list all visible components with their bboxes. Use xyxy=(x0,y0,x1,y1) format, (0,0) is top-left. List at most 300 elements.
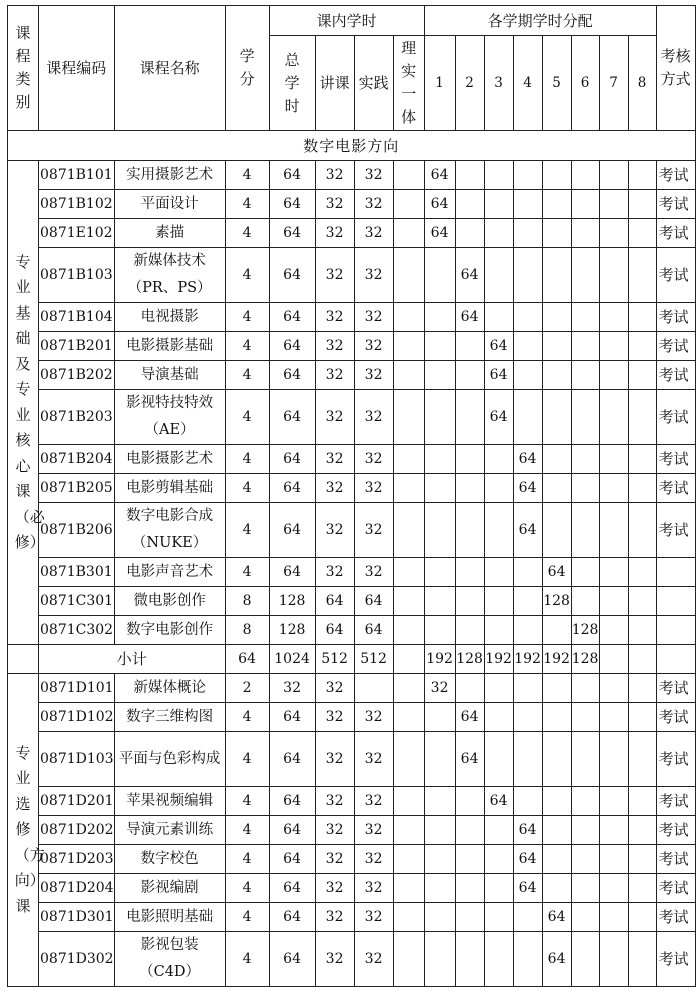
course-credits: 4 xyxy=(225,932,269,987)
course-semester-8 xyxy=(628,903,656,932)
table-row xyxy=(8,703,696,732)
course-practice: 32 xyxy=(354,219,393,248)
course-semester-6 xyxy=(571,932,599,987)
table-row xyxy=(8,874,696,903)
course-integrated xyxy=(393,816,424,845)
course-practice: 32 xyxy=(354,361,393,390)
course-integrated xyxy=(393,161,424,190)
subtotal-semester-2: 128 xyxy=(455,645,484,674)
table-body xyxy=(8,6,696,987)
course-name: 电影摄影艺术 xyxy=(114,445,225,474)
course-practice: 32 xyxy=(354,390,393,445)
course-semester-6 xyxy=(571,474,599,503)
subtotal-row xyxy=(8,645,696,674)
course-semester-4 xyxy=(513,390,542,445)
course-semester-5 xyxy=(542,390,571,445)
course-assessment xyxy=(656,616,695,645)
course-name: 导演元素训练 xyxy=(114,816,225,845)
course-semester-4: 64 xyxy=(513,816,542,845)
course-semester-6 xyxy=(571,674,599,703)
course-total: 64 xyxy=(269,732,315,787)
course-semester-4 xyxy=(513,303,542,332)
course-credits: 4 xyxy=(225,390,269,445)
course-credits: 8 xyxy=(225,616,269,645)
course-semester-8 xyxy=(628,674,656,703)
course-semester-7 xyxy=(599,787,628,816)
course-lecture: 32 xyxy=(315,703,354,732)
course-credits: 4 xyxy=(225,903,269,932)
course-practice: 32 xyxy=(354,190,393,219)
course-semester-3: 64 xyxy=(484,787,513,816)
course-semester-2 xyxy=(455,332,484,361)
course-semester-6 xyxy=(571,161,599,190)
course-semester-8 xyxy=(628,219,656,248)
course-semester-1 xyxy=(424,816,455,845)
subtotal-label: 小计 xyxy=(39,645,226,674)
category-label: 专业基础及专业核心课（必修） xyxy=(14,252,45,551)
course-total: 64 xyxy=(269,932,315,987)
course-name: 影视编剧 xyxy=(114,874,225,903)
table-row xyxy=(8,248,696,303)
course-semester-7 xyxy=(599,845,628,874)
course-semester-8 xyxy=(628,445,656,474)
course-total: 64 xyxy=(269,361,315,390)
course-integrated xyxy=(393,503,424,558)
course-assessment: 考试 xyxy=(656,703,695,732)
course-assessment: 考试 xyxy=(656,787,695,816)
course-semester-1 xyxy=(424,587,455,616)
course-semester-8 xyxy=(628,190,656,219)
course-semester-8 xyxy=(628,816,656,845)
course-total: 64 xyxy=(269,474,315,503)
course-semester-7 xyxy=(599,903,628,932)
course-integrated xyxy=(393,445,424,474)
course-semester-4 xyxy=(513,332,542,361)
course-credits: 4 xyxy=(225,361,269,390)
course-semester-2 xyxy=(455,787,484,816)
course-lecture: 32 xyxy=(315,558,354,587)
course-credits: 4 xyxy=(225,787,269,816)
course-assessment: 考试 xyxy=(656,816,695,845)
course-assessment: 考试 xyxy=(656,474,695,503)
course-semester-1: 64 xyxy=(424,190,455,219)
header-credits: 学分 xyxy=(225,6,269,131)
subtotal-semester-7 xyxy=(599,645,628,674)
course-integrated xyxy=(393,732,424,787)
course-integrated xyxy=(393,674,424,703)
subtotal-spacer xyxy=(8,645,39,674)
course-total: 64 xyxy=(269,558,315,587)
course-assessment: 考试 xyxy=(656,503,695,558)
header-practice: 实践 xyxy=(354,36,393,131)
course-semester-7 xyxy=(599,219,628,248)
subtotal-semester-3: 192 xyxy=(484,645,513,674)
course-semester-4 xyxy=(513,190,542,219)
course-credits: 4 xyxy=(225,474,269,503)
course-lecture: 32 xyxy=(315,903,354,932)
course-total: 64 xyxy=(269,703,315,732)
course-semester-7 xyxy=(599,190,628,219)
course-practice: 32 xyxy=(354,445,393,474)
course-name: 微电影创作 xyxy=(114,587,225,616)
course-code: 0871E102 xyxy=(39,219,115,248)
course-semester-2 xyxy=(455,674,484,703)
course-code: 0871B205 xyxy=(39,474,115,503)
course-lecture: 32 xyxy=(315,874,354,903)
course-semester-1: 64 xyxy=(424,161,455,190)
course-practice: 32 xyxy=(354,932,393,987)
table-row xyxy=(8,932,696,987)
course-integrated xyxy=(393,390,424,445)
subtotal-semester-1: 192 xyxy=(424,645,455,674)
header-row-1 xyxy=(8,6,696,36)
course-semester-4 xyxy=(513,787,542,816)
course-semester-1 xyxy=(424,558,455,587)
course-semester-8 xyxy=(628,587,656,616)
course-total: 64 xyxy=(269,874,315,903)
course-semester-5: 64 xyxy=(542,903,571,932)
course-semester-7 xyxy=(599,703,628,732)
course-assessment: 考试 xyxy=(656,303,695,332)
course-total: 128 xyxy=(269,587,315,616)
course-integrated xyxy=(393,219,424,248)
course-assessment: 考试 xyxy=(656,390,695,445)
course-semester-1: 64 xyxy=(424,219,455,248)
course-semester-2 xyxy=(455,190,484,219)
course-name: 电影摄影基础 xyxy=(114,332,225,361)
course-semester-6 xyxy=(571,816,599,845)
course-assessment: 考试 xyxy=(656,219,695,248)
course-semester-6 xyxy=(571,445,599,474)
course-assessment xyxy=(656,558,695,587)
course-semester-1 xyxy=(424,332,455,361)
course-practice: 64 xyxy=(354,587,393,616)
course-semester-8 xyxy=(628,703,656,732)
table-row xyxy=(8,219,696,248)
course-semester-3 xyxy=(484,616,513,645)
course-semester-5 xyxy=(542,161,571,190)
course-semester-7 xyxy=(599,303,628,332)
course-name: 素描 xyxy=(114,219,225,248)
course-credits: 4 xyxy=(225,303,269,332)
course-semester-8 xyxy=(628,474,656,503)
course-semester-4 xyxy=(513,674,542,703)
category-cell xyxy=(8,674,45,987)
course-semester-4: 64 xyxy=(513,503,542,558)
course-semester-6 xyxy=(571,332,599,361)
course-semester-8 xyxy=(628,390,656,445)
course-semester-2 xyxy=(455,445,484,474)
course-semester-7 xyxy=(599,248,628,303)
course-integrated xyxy=(393,303,424,332)
course-semester-1 xyxy=(424,445,455,474)
course-semester-5 xyxy=(542,703,571,732)
course-credits: 8 xyxy=(225,587,269,616)
table-row xyxy=(8,190,696,219)
course-assessment: 考试 xyxy=(656,732,695,787)
course-semester-3 xyxy=(484,248,513,303)
course-credits: 4 xyxy=(225,874,269,903)
course-semester-4 xyxy=(513,361,542,390)
course-total: 64 xyxy=(269,332,315,361)
course-lecture: 32 xyxy=(315,161,354,190)
course-credits: 4 xyxy=(225,845,269,874)
subtotal-semester-5: 192 xyxy=(542,645,571,674)
course-semester-7 xyxy=(599,161,628,190)
course-semester-4 xyxy=(513,587,542,616)
course-name: 实用摄影艺术 xyxy=(114,161,225,190)
course-integrated xyxy=(393,616,424,645)
course-semester-5 xyxy=(542,503,571,558)
course-semester-2 xyxy=(455,161,484,190)
subtotal-semester-6: 128 xyxy=(571,645,599,674)
course-practice: 32 xyxy=(354,787,393,816)
header-semester-6: 6 xyxy=(571,36,599,131)
course-name: 电影照明基础 xyxy=(114,903,225,932)
course-integrated xyxy=(393,190,424,219)
table-row xyxy=(8,161,696,190)
subtotal-assessment xyxy=(656,645,695,674)
header-semester-3: 3 xyxy=(484,36,513,131)
course-credits: 2 xyxy=(225,674,269,703)
course-semester-8 xyxy=(628,332,656,361)
course-name: 新媒体概论 xyxy=(114,674,225,703)
course-semester-6 xyxy=(571,361,599,390)
course-semester-6 xyxy=(571,903,599,932)
course-credits: 4 xyxy=(225,703,269,732)
course-lecture: 32 xyxy=(315,845,354,874)
table-row xyxy=(8,390,696,445)
course-assessment: 考试 xyxy=(656,190,695,219)
course-semester-8 xyxy=(628,161,656,190)
course-semester-3 xyxy=(484,674,513,703)
course-semester-6 xyxy=(571,558,599,587)
course-semester-1 xyxy=(424,503,455,558)
course-semester-5 xyxy=(542,674,571,703)
course-semester-2 xyxy=(455,361,484,390)
header-category: 课程类别 xyxy=(8,6,39,131)
course-semester-3 xyxy=(484,190,513,219)
course-semester-3 xyxy=(484,903,513,932)
course-practice: 32 xyxy=(354,332,393,361)
course-semester-2 xyxy=(455,845,484,874)
course-semester-3 xyxy=(484,503,513,558)
course-assessment: 考试 xyxy=(656,248,695,303)
course-total: 64 xyxy=(269,787,315,816)
course-practice: 64 xyxy=(354,616,393,645)
course-lecture: 32 xyxy=(315,303,354,332)
course-semester-2 xyxy=(455,932,484,987)
course-code: 0871D204 xyxy=(39,874,115,903)
subtotal-semester-4: 192 xyxy=(513,645,542,674)
course-semester-4: 64 xyxy=(513,874,542,903)
course-semester-6 xyxy=(571,219,599,248)
table-row xyxy=(8,732,696,787)
course-total: 64 xyxy=(269,190,315,219)
course-semester-4 xyxy=(513,616,542,645)
course-semester-1 xyxy=(424,248,455,303)
course-total: 64 xyxy=(269,503,315,558)
course-semester-6 xyxy=(571,303,599,332)
course-code: 0871D101 xyxy=(39,674,115,703)
course-semester-2: 64 xyxy=(455,303,484,332)
course-total: 64 xyxy=(269,816,315,845)
course-semester-4: 64 xyxy=(513,845,542,874)
course-semester-5 xyxy=(542,361,571,390)
course-integrated xyxy=(393,558,424,587)
course-credits: 4 xyxy=(225,248,269,303)
course-code: 0871D102 xyxy=(39,703,115,732)
course-name: 平面设计 xyxy=(114,190,225,219)
course-code: 0871B101 xyxy=(39,161,115,190)
course-semester-8 xyxy=(628,845,656,874)
course-assessment: 考试 xyxy=(656,161,695,190)
course-semester-3 xyxy=(484,587,513,616)
course-semester-8 xyxy=(628,248,656,303)
header-lecture: 讲课 xyxy=(315,36,354,131)
course-total: 64 xyxy=(269,219,315,248)
course-lecture: 32 xyxy=(315,190,354,219)
course-semester-1 xyxy=(424,932,455,987)
course-lecture: 64 xyxy=(315,587,354,616)
course-name: 平面与色彩构成 xyxy=(114,732,225,787)
course-lecture: 64 xyxy=(315,616,354,645)
table-row xyxy=(8,587,696,616)
course-credits: 4 xyxy=(225,816,269,845)
header-name: 课程名称 xyxy=(114,6,225,131)
course-semester-1 xyxy=(424,390,455,445)
course-semester-6 xyxy=(571,874,599,903)
course-credits: 4 xyxy=(225,503,269,558)
subtotal-semester-8 xyxy=(628,645,656,674)
course-semester-6 xyxy=(571,787,599,816)
course-code: 0871B201 xyxy=(39,332,115,361)
header-semester-5: 5 xyxy=(542,36,571,131)
table-row xyxy=(8,303,696,332)
course-semester-5 xyxy=(542,616,571,645)
course-semester-5 xyxy=(542,248,571,303)
subtotal-practice: 512 xyxy=(354,645,393,674)
course-integrated xyxy=(393,932,424,987)
course-semester-4 xyxy=(513,558,542,587)
course-semester-6 xyxy=(571,703,599,732)
course-semester-4 xyxy=(513,219,542,248)
course-name: 影视包装（C4D） xyxy=(114,932,225,987)
table-row xyxy=(8,361,696,390)
table-row xyxy=(8,616,696,645)
course-semester-2 xyxy=(455,503,484,558)
course-credits: 4 xyxy=(225,732,269,787)
course-total: 64 xyxy=(269,845,315,874)
course-semester-5 xyxy=(542,787,571,816)
course-semester-1 xyxy=(424,361,455,390)
course-semester-3 xyxy=(484,558,513,587)
course-lecture: 32 xyxy=(315,248,354,303)
course-semester-8 xyxy=(628,874,656,903)
course-semester-2 xyxy=(455,474,484,503)
course-integrated xyxy=(393,248,424,303)
course-semester-5 xyxy=(542,845,571,874)
course-lecture: 32 xyxy=(315,361,354,390)
course-semester-8 xyxy=(628,503,656,558)
course-credits: 4 xyxy=(225,332,269,361)
table-row xyxy=(8,445,696,474)
course-code: 0871B103 xyxy=(39,248,115,303)
course-semester-3 xyxy=(484,219,513,248)
course-integrated xyxy=(393,361,424,390)
course-semester-8 xyxy=(628,361,656,390)
course-semester-1 xyxy=(424,874,455,903)
course-semester-4 xyxy=(513,248,542,303)
course-integrated xyxy=(393,703,424,732)
course-assessment: 考试 xyxy=(656,674,695,703)
header-assessment: 考核方式 xyxy=(656,6,695,131)
course-semester-3 xyxy=(484,303,513,332)
course-semester-6 xyxy=(571,248,599,303)
course-semester-6: 128 xyxy=(571,616,599,645)
course-semester-2 xyxy=(455,390,484,445)
course-semester-4: 64 xyxy=(513,474,542,503)
course-assessment: 考试 xyxy=(656,874,695,903)
course-name: 数字校色 xyxy=(114,845,225,874)
course-integrated xyxy=(393,587,424,616)
table-row xyxy=(8,558,696,587)
course-code: 0871D202 xyxy=(39,816,115,845)
course-semester-3 xyxy=(484,816,513,845)
course-lecture: 32 xyxy=(315,787,354,816)
course-semester-8 xyxy=(628,732,656,787)
course-semester-7 xyxy=(599,816,628,845)
course-code: 0871B203 xyxy=(39,390,115,445)
course-semester-4 xyxy=(513,732,542,787)
table-row xyxy=(8,816,696,845)
course-semester-1 xyxy=(424,303,455,332)
course-assessment: 考试 xyxy=(656,903,695,932)
course-semester-7 xyxy=(599,361,628,390)
course-semester-2: 64 xyxy=(455,248,484,303)
course-semester-1 xyxy=(424,616,455,645)
course-semester-7 xyxy=(599,616,628,645)
course-practice: 32 xyxy=(354,503,393,558)
course-semester-8 xyxy=(628,616,656,645)
course-code: 0871B104 xyxy=(39,303,115,332)
course-integrated xyxy=(393,874,424,903)
subtotal-lecture: 512 xyxy=(315,645,354,674)
table-row xyxy=(8,474,696,503)
course-name: 影视特技特效（AE） xyxy=(114,390,225,445)
header-semester-7: 7 xyxy=(599,36,628,131)
course-semester-3 xyxy=(484,845,513,874)
course-lecture: 32 xyxy=(315,816,354,845)
course-code: 0871B206 xyxy=(39,503,115,558)
course-semester-2 xyxy=(455,587,484,616)
course-code: 0871B102 xyxy=(39,190,115,219)
course-code: 0871B204 xyxy=(39,445,115,474)
course-total: 128 xyxy=(269,616,315,645)
course-semester-5 xyxy=(542,732,571,787)
course-semester-8 xyxy=(628,558,656,587)
course-practice: 32 xyxy=(354,903,393,932)
course-integrated xyxy=(393,845,424,874)
course-semester-7 xyxy=(599,332,628,361)
direction-row xyxy=(8,131,696,161)
course-semester-6 xyxy=(571,732,599,787)
course-semester-2 xyxy=(455,816,484,845)
course-semester-6 xyxy=(571,503,599,558)
course-lecture: 32 xyxy=(315,503,354,558)
course-lecture: 32 xyxy=(315,219,354,248)
course-total: 64 xyxy=(269,248,315,303)
